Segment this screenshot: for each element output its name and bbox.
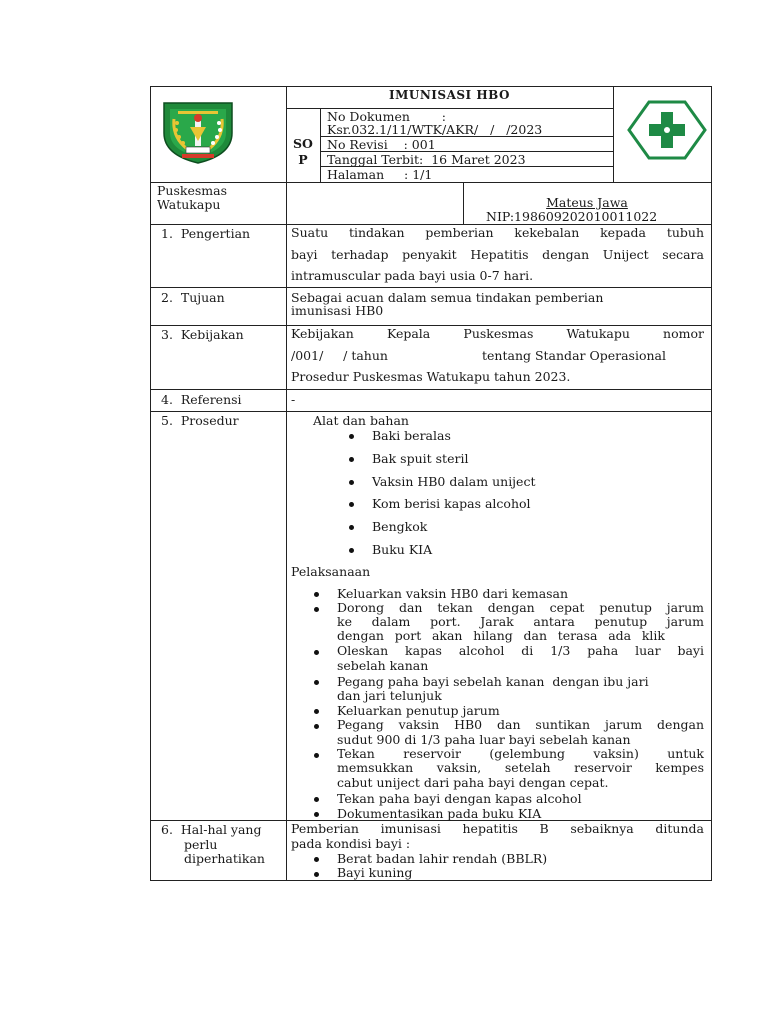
step-item: Tekan paha bayi dengan kapas alcohol: [337, 791, 582, 806]
document-number-label: No Dokumen :: [327, 109, 446, 124]
step-item: dengan port akan hilang dan terasa ada klik: [337, 628, 665, 643]
step-item: Tekan reservoir (gelembung vaksin) untuk: [337, 746, 704, 761]
signer-nip: NIP:198609202010011022: [486, 209, 658, 224]
step-item: memsukkan vaksin, setelah reservoir kempes: [337, 760, 704, 775]
hal-hal-item: Berat badan lahir rendah (BBLR): [337, 851, 548, 866]
tool-item: Baki beralas: [372, 428, 451, 443]
bullet-icon: [314, 812, 319, 817]
section-label-tujuan: 2. Tujuan: [161, 290, 225, 305]
table-divider: [613, 86, 614, 182]
pengertian-text: Suatu tindakan pemberian kekebalan kepada tubuh: [291, 225, 704, 240]
step-item: Pegang vaksin HB0 dan suntikan jarum dengan: [337, 717, 704, 732]
document-title: IMUNISASI HBO: [388, 88, 511, 102]
step-item: sebelah kanan: [337, 658, 429, 673]
hal-hal-text: pada kondisi bayi :: [291, 836, 411, 851]
table-divider: [286, 86, 287, 880]
table-border-left: [150, 86, 151, 880]
hal-hal-item: Bayi kuning: [337, 865, 413, 880]
table-border-top: [150, 86, 712, 87]
bullet-icon: [314, 797, 319, 802]
revision-number: No Revisi : 001: [327, 137, 436, 152]
bullet-icon: [349, 457, 354, 462]
kebijakan-text: tentang Standar Operasional: [482, 348, 666, 363]
table-border-bottom: [150, 880, 712, 881]
bullet-icon: [314, 592, 319, 597]
bullet-icon: [349, 480, 354, 485]
table-divider: [320, 108, 321, 182]
referensi-value: -: [291, 392, 296, 407]
table-divider: [150, 389, 712, 390]
tool-item: Kom berisi kapas alcohol: [372, 496, 531, 511]
section-label-hal-hal: 6. Hal-hal yang: [161, 822, 262, 837]
section-label-referensi: 4. Referensi: [161, 392, 242, 407]
step-item: sudut 900 di 1/3 paha luar bayi sebelah kanan: [337, 732, 631, 747]
bullet-icon: [314, 650, 319, 655]
hal-hal-text: Pemberian imunisasi hepatitis B sebaiknya ditunda: [291, 821, 704, 836]
step-item: Pegang paha bayi sebelah kanan dengan ibu jari: [337, 674, 649, 689]
steps-heading: Pelaksanaan: [291, 564, 371, 579]
tujuan-text: Sebagai acuan dalam semua tindakan pemberian: [291, 290, 604, 305]
sop-label: SO: [293, 136, 313, 151]
bullet-icon: [314, 607, 319, 612]
pengertian-text: bayi terhadap penyakit Hepatitis dengan Uniject secara: [291, 247, 704, 262]
step-item: Keluarkan penutup jarum: [337, 703, 500, 718]
tools-heading: Alat dan bahan: [313, 413, 409, 428]
table-divider: [150, 287, 712, 288]
page-number: Halaman : 1/1: [327, 167, 433, 182]
section-label-kebijakan: 3. Kebijakan: [161, 327, 244, 342]
signer-name: Mateus Jawa: [546, 195, 628, 210]
tool-item: Buku KIA: [372, 542, 433, 557]
regency-seal-logo: [160, 99, 236, 165]
step-item: Dokumentasikan pada buku KIA: [337, 806, 542, 821]
table-divider: [150, 182, 712, 183]
issue-date: Tanggal Terbit: 16 Maret 2023: [327, 152, 526, 167]
organization-name: Watukapu: [157, 197, 221, 212]
step-item: ke dalam port. Jarak antara penutup jarum: [337, 614, 704, 629]
kebijakan-text: Prosedur Puskesmas Watukapu tahun 2023.: [291, 369, 571, 384]
section-label-pengertian: 1. Pengertian: [161, 226, 251, 241]
tool-item: Vaksin HB0 dalam uniject: [372, 474, 536, 489]
step-item: dan jari telunjuk: [337, 688, 442, 703]
step-item: cabut uniject dari paha bayi dengan cepat.: [337, 775, 609, 790]
bullet-icon: [314, 680, 319, 685]
table-border-right: [711, 86, 712, 880]
kebijakan-text: Kebijakan Kepala Puskesmas Watukapu nomor: [291, 326, 704, 341]
bullet-icon: [349, 525, 354, 530]
step-item: Dorong dan tekan dengan cepat penutup jarum: [337, 600, 704, 615]
bullet-icon: [314, 872, 319, 877]
section-label-hal-hal: diperhatikan: [184, 851, 265, 866]
table-divider: [150, 411, 712, 412]
bullet-icon: [349, 434, 354, 439]
tujuan-text: imunisasi HB0: [291, 303, 384, 318]
section-label-hal-hal: perlu: [184, 837, 218, 852]
puskesmas-logo: [627, 100, 707, 160]
bullet-icon: [314, 724, 319, 729]
bullet-icon: [314, 709, 319, 714]
tool-item: Bengkok: [372, 519, 428, 534]
kebijakan-text: /001/ / tahun: [291, 348, 388, 363]
bullet-icon: [349, 502, 354, 507]
bullet-icon: [314, 857, 319, 862]
tool-item: Bak spuit steril: [372, 451, 469, 466]
bullet-icon: [349, 548, 354, 553]
step-item: Keluarkan vaksin HB0 dari kemasan: [337, 586, 569, 601]
section-label-prosedur: 5. Prosedur: [161, 413, 239, 428]
sop-label: P: [298, 152, 308, 167]
step-item: Oleskan kapas alcohol di 1/3 paha luar bayi: [337, 643, 704, 658]
bullet-icon: [314, 753, 319, 758]
pengertian-text: intramuscular pada bayi usia 0-7 hari.: [291, 268, 534, 283]
organization-name: Puskesmas: [157, 183, 227, 198]
document-number-value: Ksr.032.1/11/WTK/AKR/ / /2023: [327, 122, 543, 137]
